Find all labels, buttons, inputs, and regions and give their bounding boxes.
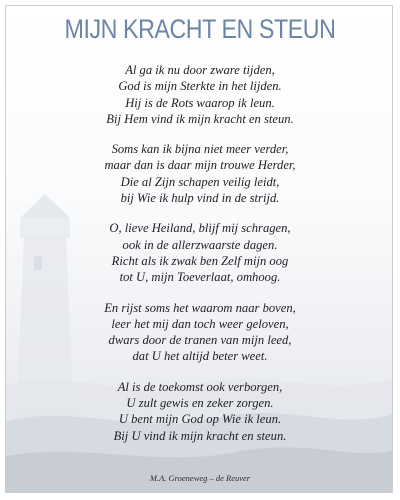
stanza-2 <box>6 141 393 206</box>
stanza-1 <box>6 62 393 127</box>
poem-line: Die al Zijn schapen veilig leidt, <box>120 174 280 189</box>
poem-line: Al ga ik nu door zware tijden, <box>125 63 275 77</box>
stanza-3 <box>6 220 393 285</box>
poem-line: tot U, mijn Toeverlaat, omhoog. <box>119 270 281 285</box>
poem-line: Al is de toekomst ook verborgen, <box>117 379 283 394</box>
poem-line: O, lieve Heiland, blijf mij schragen, <box>109 221 291 236</box>
poem-line: Bij U vind ik mijn kracht en steun. <box>113 428 287 443</box>
poem-body <box>6 62 393 458</box>
poem-line: U bent mijn God op Wie ik leun. <box>118 412 282 427</box>
poem-line: En rijst soms het waarom naar boven, <box>104 300 296 315</box>
poem-line: leer het mij dan toch weer geloven, <box>111 316 289 331</box>
poem-line: bij Wie ik hulp vind in de strijd. <box>120 191 280 206</box>
stanza-5 <box>6 379 393 444</box>
poem-line: maar dan is daar mijn trouwe Herder, <box>104 158 296 173</box>
stanza-4 <box>6 300 393 365</box>
poem-line: Soms kan ik bijna niet meer verder, <box>111 142 289 157</box>
poem-author: M.A. Groeneweg – de Reuver <box>149 473 251 483</box>
poem-line: dat U het altijd beter weet. <box>132 349 268 364</box>
poem-line: Bij Hem vind ik mijn kracht en steun. <box>106 111 294 126</box>
poem-line: dwars door de tranen van mijn leed, <box>108 333 292 348</box>
poem-line: Richt als ik zwak ben Zelf mijn oog <box>111 253 289 268</box>
poem-line: U zult gewis en zeker zorgen. <box>126 396 274 411</box>
poem-line: Hij is de Rots waarop ik leun. <box>125 95 275 110</box>
poem-card <box>5 5 393 493</box>
poem-line: ook in de allerzwaarste dagen. <box>122 237 278 252</box>
poem-line: God is mijn Sterkte in het lijden. <box>118 79 282 94</box>
poem-title: MIJN KRACHT EN STEUN <box>64 14 336 44</box>
